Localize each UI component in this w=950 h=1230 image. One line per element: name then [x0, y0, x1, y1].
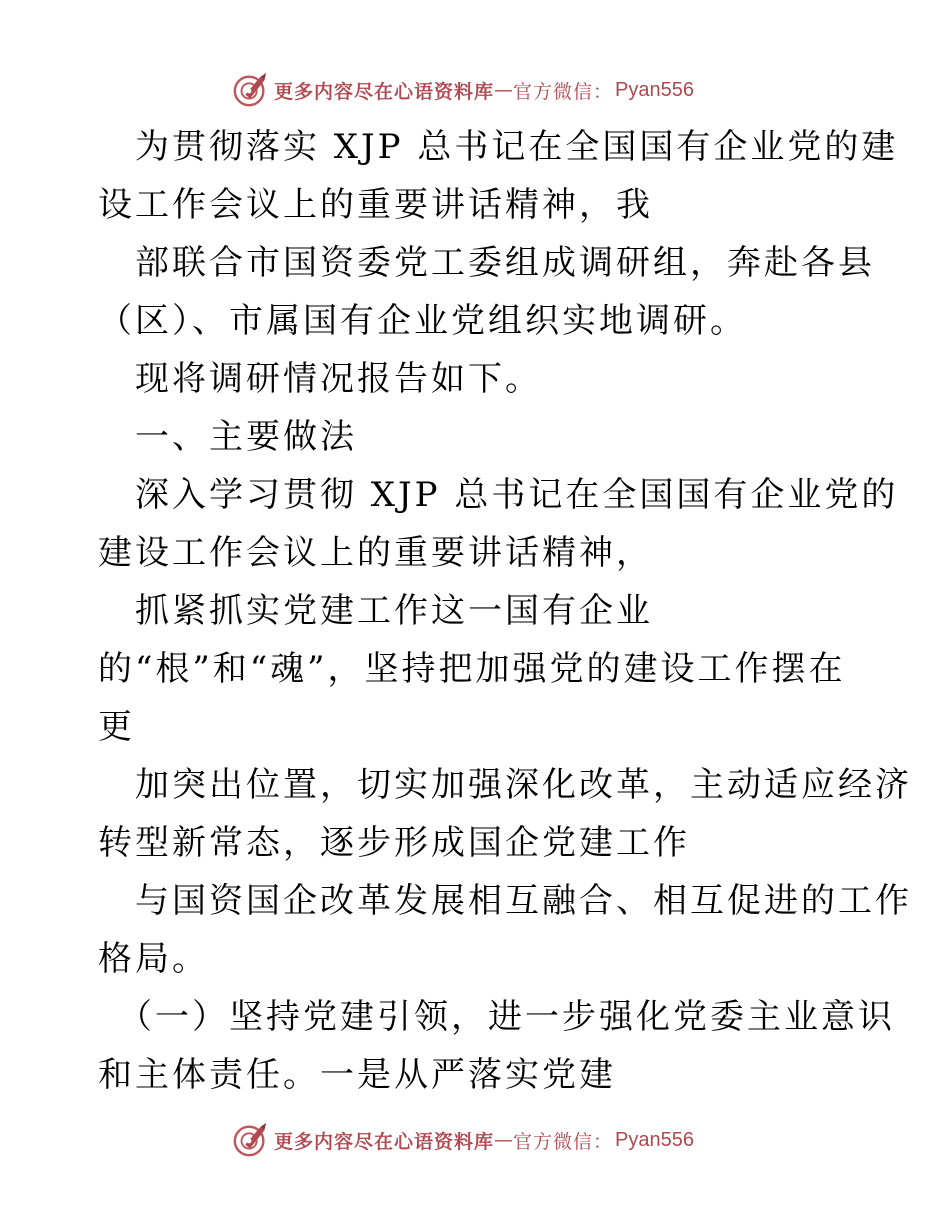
banner-wechat-id: Pyan556 — [615, 1128, 694, 1151]
body-line: 转型新常态，逐步形成国企党建工作 — [98, 823, 690, 863]
body-line: 深入学习贯彻 XJP 总书记在全国国有企业党的 — [98, 475, 899, 515]
body-line: 现将调研情况报告如下。 — [98, 359, 542, 399]
body-line: 部联合市国资委党工委组成调研组，奔赴各县 — [98, 243, 875, 283]
banner-brand-text: 更多内容尽在心语资料库 — [274, 1130, 495, 1153]
body-line: 加突出位置，切实加强深化改革，主动适应经济 — [98, 765, 912, 805]
body-line: 与国资国企改革发展相互融合、相互促进的工作 — [98, 881, 912, 921]
header-banner[interactable] — [232, 70, 732, 110]
body-line: 和主体责任。一是从严落实党建 — [98, 1055, 616, 1095]
body-line: 为贯彻落实 XJP 总书记在全国国有企业党的建 — [98, 127, 899, 167]
body-line: 的“根”和“魂”，坚持把加强党的建设工作摆在 — [98, 649, 846, 689]
banner-wechat-label: 官方微信： — [513, 80, 614, 103]
banner-brand-text: 更多内容尽在心语资料库 — [274, 80, 495, 103]
footer-banner[interactable] — [232, 1120, 732, 1160]
banner-dash: — — [494, 1129, 514, 1151]
section-heading: 一、主要做法 — [98, 417, 357, 457]
subsection-heading: （一）坚持党建引领，进一步强化党委主业意识 — [98, 997, 895, 1037]
body-line: 抓紧抓实党建工作这一国有企业 — [98, 591, 653, 631]
body-line: （区）、市属国有企业党组织实地调研。 — [98, 301, 747, 341]
body-line: 建设工作会议上的重要讲话精神， — [98, 533, 653, 573]
banner-wechat-label: 官方微信： — [513, 1130, 614, 1153]
body-line: 设工作会议上的重要讲话精神，我 — [98, 185, 653, 225]
banner-wechat-id: Pyan556 — [615, 78, 694, 101]
pen-nib-logo-icon — [232, 71, 270, 109]
banner-dash: — — [494, 79, 514, 101]
pen-nib-logo-icon — [232, 1121, 270, 1159]
body-line: 更 — [98, 707, 135, 747]
body-line: 格局。 — [98, 939, 209, 979]
